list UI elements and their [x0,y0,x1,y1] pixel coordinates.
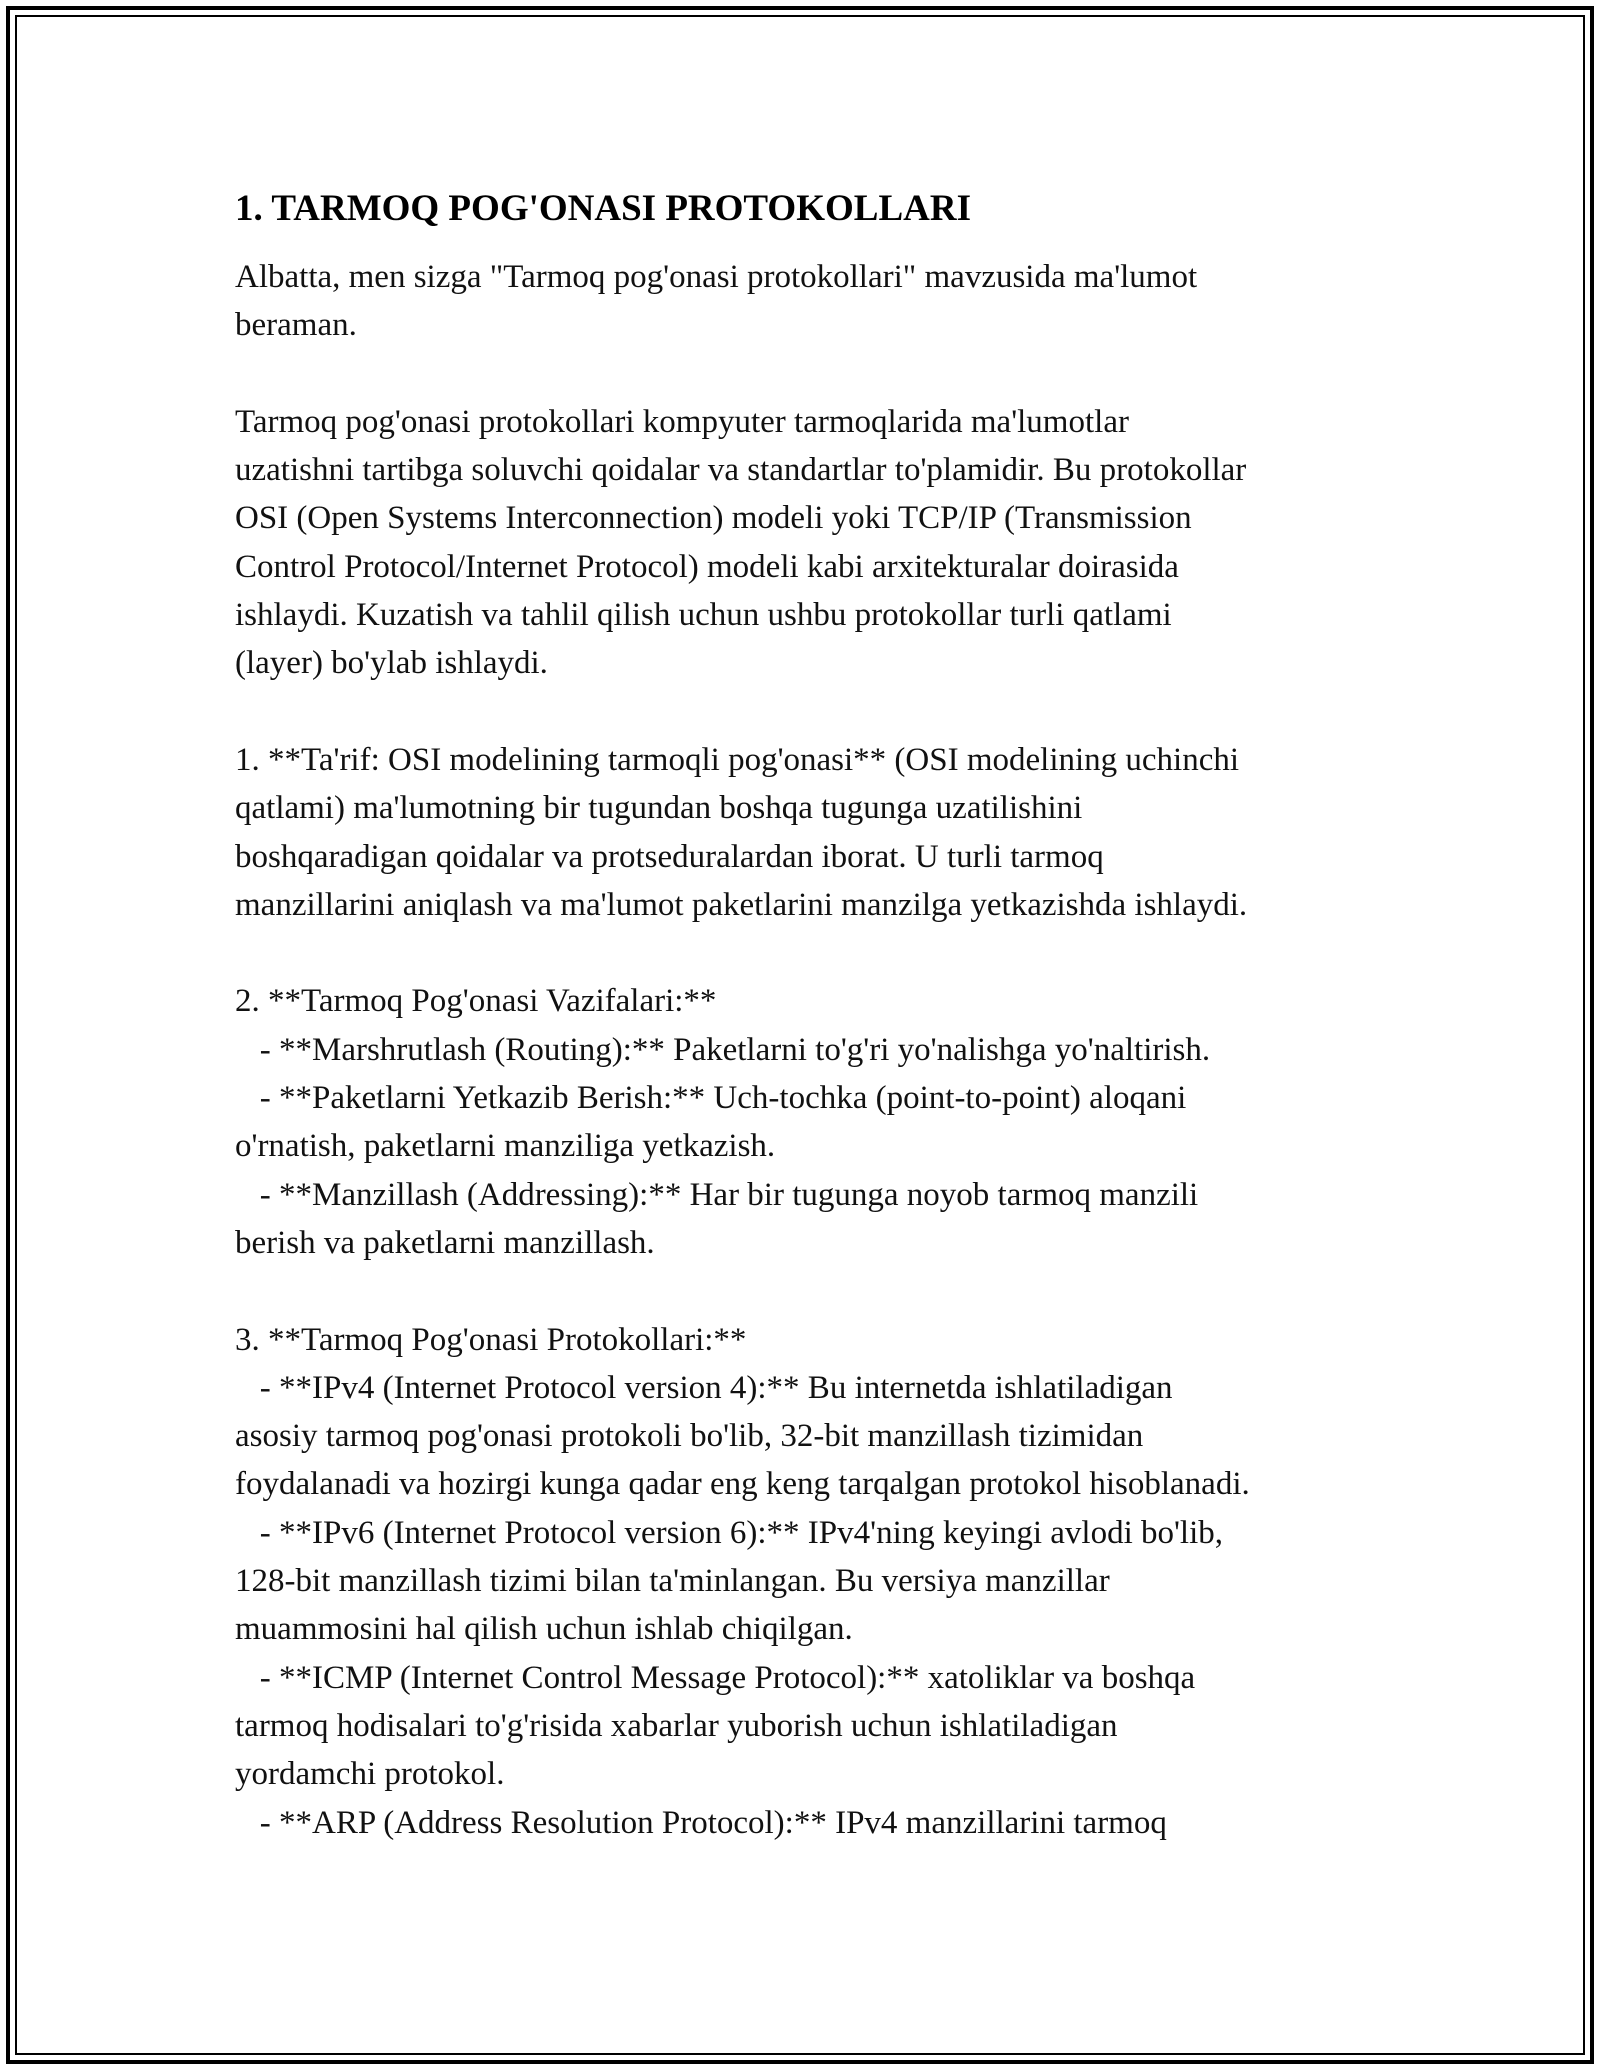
document-title: 1. TARMOQ POG'ONASI PROTOKOLLARI [235,188,971,229]
document-content [235,185,1375,1847]
document-body: Albatta, men sizga "Tarmoq pog'onasi protokollari" mavzusida ma'lumot beraman. Tarmoq pog'onasi protokollari kompyuter tarmoqlarida ma'lumotlar uzatishni tartibga soluvchi qoidalar va standartlar to'plamidir. Bu protokollar OSI (Open Systems Interconnection) modeli yoki TCP/IP (Transmission Control Protocol/Internet Protocol) modeli kabi arxitekturalar doirasida ishlaydi. Kuzatish va tahlil qilish uchun ushbu protokollar turli qatlami (layer) bo'ylab ishlaydi. 1. **Ta'rif: OSI modelining tarmoqli pog'onasi** (OSI modelining uchinchi qatlami) ma'lumotning bir tugundan boshqa tugunga uzatilishini boshqaradigan qoidalar va protseduralardan iborat. U turli tarmoq manzillarini aniqlash va ma'lumot paketlarini manzilga yetkazishda ishlaydi. 2. **Tarmoq Pog'onasi Vazifalari:** - **Marshrutlash (Routing):** Paketlarni to'g'ri yo'nalishga yo'naltirish. - **Paketlarni Yetkazib Berish:** Uch-tochka (point-to-point) aloqani o'rnatish, paketlarni manziliga yetkazish. - **Manzillash (Addressing):** Har bir tugunga noyob tarmoq manzili berish va paketlarni manzillash. 3. **Tarmoq Pog'onasi Protokollari:** - **IPv4 (Internet Protocol version 4):** Bu internetda ishlatiladigan asosiy tarmoq pog'onasi protokoli bo'lib, 32-bit manzillash tizimidan foydalanadi va hozirgi kunga qadar eng keng tarqalgan protokol hisoblanadi. - **IPv6 (Internet Protocol version 6):** IPv4'ning keyingi avlodi bo'lib, 128-bit manzillash tizimi bilan ta'minlangan. Bu versiya manzillar muammosini hal qilish uchun ishlab chiqilgan. - **ICMP (Internet Control Message Protocol):** xatoliklar va boshqa tarmoq hodisalari to'g'risida xabarlar yuborish uchun ishlatiladigan yordamchi protokol. - **ARP (Address Resolution Protocol):** IPv4 manzillarini tarmoq [235,259,1250,1841]
